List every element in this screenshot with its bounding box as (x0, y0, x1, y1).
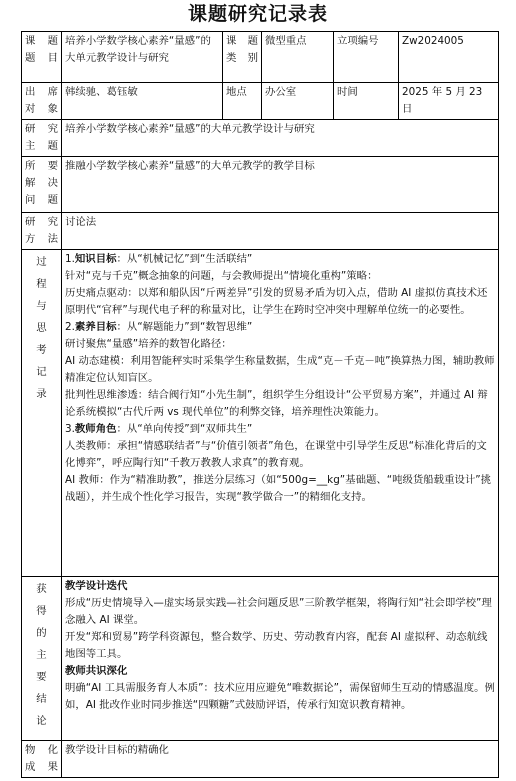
conclusion-label-char: 的 (36, 627, 47, 639)
conclusion-label-char: 获 (36, 583, 47, 595)
paragraph: 针对“克与千克”概念抽象的问题，与会教师提出“情境化重构”策略： (65, 270, 378, 282)
paragraph: 历史痛点驱动：以郑和船队因“斤两差异”引发的贸易矛盾为切入点，借助 AI 虚拟仿真技术还原明代“官秤”与现代电子秤的称量对比，让学生在跨时空冲突中理解单位统一的必要性。 (65, 287, 488, 316)
paragraph: AI 教师：作为“精准助教”，推送分层练习（如“500g=__kg”基础题、“吨级货船载重设计”挑战题），并生成个性化学习报告，实现“教学做合一”的精细化支持。 (65, 474, 492, 503)
paragraph: 研讨聚焦“量感”培养的数智化路径： (65, 338, 232, 350)
conclusion-label-char: 主 (36, 649, 47, 661)
section-heading-tail: ：从“解题能力”到“数智思维” (116, 321, 253, 333)
attendees-value: 韩续驰、葛钰敏 (62, 83, 223, 120)
method-label: 研 究 方法 (22, 213, 62, 250)
theme-value: 培养小学数学核心素养“量感”的大单元教学设计与研究 (62, 120, 499, 157)
section-number: 2. (65, 321, 75, 333)
category-value: 微型重点 (262, 32, 334, 83)
process-label-char: 录 (36, 388, 47, 400)
result-label: 物 化 成果 (22, 741, 62, 778)
process-label-char: 与 (36, 300, 47, 312)
theme-label: 研 究 主题 (22, 120, 62, 157)
time-value: 2025 年 5 月 23 日 (399, 83, 499, 120)
place-label: 地点 (223, 83, 262, 120)
section-number: 1. (65, 253, 75, 265)
process-label-char: 记 (36, 366, 47, 378)
conclusion-label (22, 577, 62, 741)
process-label-char: 思 (36, 322, 47, 334)
topic-label: 课 题 题目 (22, 32, 62, 83)
row-conclusion (22, 577, 499, 741)
place-value: 办公室 (262, 83, 334, 120)
process-content (62, 250, 499, 577)
section-number: 3. (65, 423, 75, 435)
conclusion-heading: 教师共识深化 (65, 665, 128, 677)
conclusion-label-char: 得 (36, 605, 47, 617)
section-heading: 素养目标 (74, 321, 117, 333)
page-title: 课题研究记录表 (187, 3, 328, 25)
problem-label: 所 要 解 决 问题 (22, 157, 62, 213)
section-literacy-goal (65, 319, 495, 336)
row-attendees (22, 83, 499, 120)
paragraph: AI 动态建模：利用智能秤实时采集学生称量数据，生成“克－千克－吨”换算热力图，辅助教师精准定位认知盲区。 (65, 355, 495, 384)
conclusion-label-char: 结 (36, 693, 47, 705)
project-no-label: 立项编号 (334, 32, 399, 83)
section-heading-tail: ：从“单向传授”到“双师共生” (116, 423, 253, 435)
conclusion-label-char: 论 (36, 715, 47, 727)
paragraph: 开发“郑和贸易”跨学科资源包，整合数学、历史、劳动教育内容，配套 AI 虚拟秤、动态航线地图等工具。 (65, 631, 488, 660)
row-result (22, 741, 499, 778)
row-topic (22, 32, 499, 83)
process-label-char: 程 (36, 278, 47, 290)
problem-value: 推融小学数学核心素养“量感”的大单元教学的教学目标 (62, 157, 499, 213)
project-no-value: Zw2024005 (399, 32, 499, 83)
topic-value: 培养小学数学核心素养“量感”的大单元教学设计与研究 (62, 32, 223, 83)
record-table (21, 31, 499, 778)
conclusion-heading: 教学设计迭代 (65, 580, 128, 592)
section-heading-tail: ：从“机械记忆”到“生活联结” (116, 253, 253, 265)
section-knowledge-goal (65, 251, 495, 268)
paragraph: 人类教师：承担“情感联结者”与“价值引领者”角色，在课堂中引导学生反思“标准化背后的文化博弈”，呼应陶行知“千教万教教人求真”的教育观。 (65, 440, 487, 469)
paragraph: 形成“历史情境导入—虚实场景实践—社会问题反思”三阶教学框架，将陶行知“社会即学校”理念融入 AI 课堂。 (65, 597, 492, 626)
conclusion-label-char: 要 (36, 671, 47, 683)
process-label-char: 考 (36, 344, 47, 356)
section-heading: 教师角色 (74, 423, 117, 435)
section-teacher-role (65, 421, 495, 438)
section-heading: 知识目标 (74, 253, 117, 265)
result-value: 教学设计目标的精确化 (62, 741, 499, 778)
process-label-char: 过 (36, 256, 47, 268)
row-method (22, 213, 499, 250)
time-label: 时间 (334, 83, 399, 120)
row-theme (22, 120, 499, 157)
paragraph: 明确“AI 工具需服务育人本质”：技术应用应避免“唯数据论”，需保留师生互动的情感温度。例如，AI 批改作业时同步推送“四颗糖”式鼓励评语，传承行知宽识教育精神。 (65, 682, 495, 711)
row-process (22, 250, 499, 577)
method-value: 讨论法 (62, 213, 499, 250)
conclusion-content (62, 577, 499, 741)
attendees-label: 出 席 对象 (22, 83, 62, 120)
paragraph: 批判性思维渗透：结合阀行知“小先生制”，组织学生分组设计“公平贸易方案”，并通过 AI 辩论系统模拟“古代斤两 vs 现代单位”的利弊交锋，培养理性决策能力。 (65, 389, 488, 418)
row-problem (22, 157, 499, 213)
process-label (22, 250, 62, 577)
category-label: 课 题 类别 (223, 32, 262, 83)
